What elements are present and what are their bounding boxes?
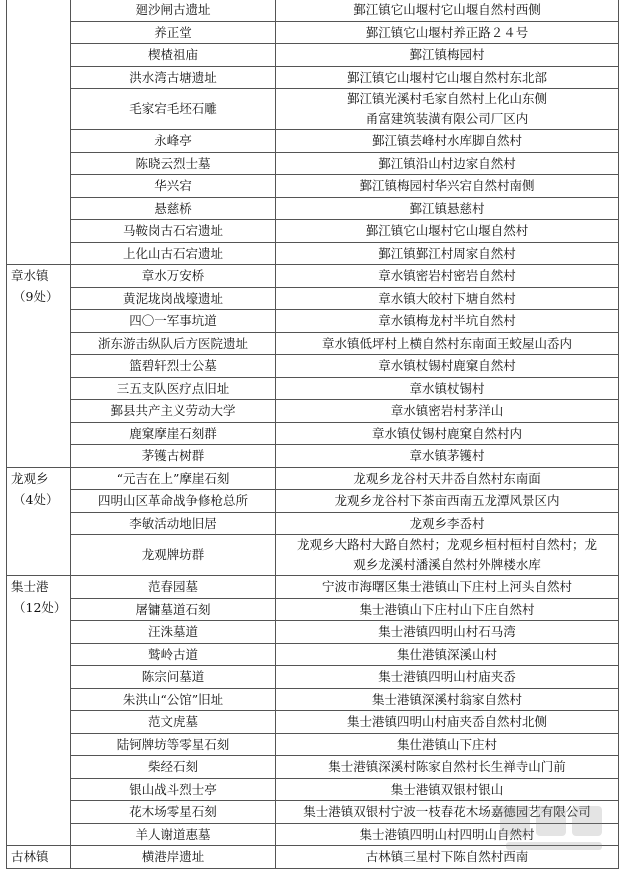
site-location: 章水镇大皎村下塘自然村 (276, 287, 619, 310)
site-name: 楔楂祖庙 (71, 44, 276, 67)
site-name: 陆钶牌坊等零星石刻 (71, 733, 276, 756)
site-location: 集士港镇深溪村翁家自然村 (276, 688, 619, 711)
site-location: 集仕港镇深溪山村 (276, 643, 619, 666)
site-name: 花木场零星石刻 (71, 801, 276, 824)
table-row (7, 467, 619, 490)
site-name: 章水万安桥 (71, 265, 276, 288)
site-name: 横港岸遗址 (71, 846, 276, 869)
site-name: 永峰亭 (71, 130, 276, 153)
town-site-count: （12处） (13, 600, 67, 615)
site-name: 李敏活动地旧居 (71, 512, 276, 535)
site-name: 黄泥垅岗战壕遗址 (71, 287, 276, 310)
site-location: 宁波市海曙区集士港镇山下庄村上河头自然村 (276, 576, 619, 599)
site-name: 悬慈桥 (71, 197, 276, 220)
table-row (7, 220, 619, 243)
site-location (276, 535, 619, 576)
table-row (7, 576, 619, 599)
site-location: 鄞江镇梅园村 (276, 44, 619, 67)
site-location: 鄞江镇芸峰村水库脚自然村 (276, 130, 619, 153)
table-row (7, 733, 619, 756)
site-name: 上化山古石宕遗址 (71, 242, 276, 265)
town-site-count: （9处） (13, 289, 59, 304)
site-location-line: 甬富建筑装潢有限公司厂区内 (365, 111, 529, 126)
table-row (7, 66, 619, 89)
site-location: 集士港镇深溪村陈家自然村长生禅寺山门前 (276, 756, 619, 779)
site-location: 龙观乡龙谷村天井岙自然村东南面 (276, 467, 619, 490)
table-row (7, 21, 619, 44)
site-location: 鄞江镇它山堰村它山堰自然村东北部 (276, 66, 619, 89)
site-location: 龙观乡龙谷村下茶亩西南五龙潭风景区内 (276, 490, 619, 513)
site-name: 三五支队医疗点旧址 (71, 377, 276, 400)
site-name: 毛家宕毛坯石雕 (71, 89, 276, 130)
table-row (7, 711, 619, 734)
site-location: 集仕港镇山下庄村 (276, 733, 619, 756)
site-location: 鄞江镇它山堰村它山堰自然村 (276, 220, 619, 243)
table-row (7, 621, 619, 644)
site-name: 银山战斗烈士亭 (71, 778, 276, 801)
table-row (7, 801, 619, 824)
site-name: 鹿窠摩崖石刻群 (71, 422, 276, 445)
site-location: 章水镇低坪村上横自然村东南面王蛟屋山岙内 (276, 332, 619, 355)
table-row (7, 0, 619, 21)
site-location: 章水镇茅镬村 (276, 445, 619, 468)
table-row (7, 89, 619, 130)
table-row (7, 756, 619, 779)
site-location-line: 观乡龙溪村潘溪自然村外牌楼水库 (353, 557, 541, 572)
table-row (7, 44, 619, 67)
site-name: 四〇一军事坑道 (71, 310, 276, 333)
site-name: 鄞县共产主义劳动大学 (71, 400, 276, 423)
site-name: 朱洪山“公馆”旧址 (71, 688, 276, 711)
town-cell (7, 265, 71, 468)
town-site-count: （4处） (13, 491, 59, 507)
heritage-table-body (7, 0, 619, 868)
site-location: 章水镇仗锡村鹿窠自然村内 (276, 422, 619, 445)
site-name: 屠镛墓道石刻 (71, 598, 276, 621)
table-row (7, 643, 619, 666)
site-location: 集士港镇山下庄村山下庄自然村 (276, 598, 619, 621)
site-name: 浙东游击纵队后方医院遗址 (71, 332, 276, 355)
table-row (7, 197, 619, 220)
site-name: 马鞍岗古石宕遗址 (71, 220, 276, 243)
table-row (7, 778, 619, 801)
table-row (7, 666, 619, 689)
town-cell (7, 576, 71, 846)
site-location: 章水镇梅龙村半坑自然村 (276, 310, 619, 333)
site-name: 范春园墓 (71, 576, 276, 599)
table-row (7, 846, 619, 869)
site-name: 茅镬古树群 (71, 445, 276, 468)
site-name: 柴经石刻 (71, 756, 276, 779)
table-row (7, 490, 619, 513)
site-location: 鄞江镇沿山村边家自然村 (276, 152, 619, 175)
site-name: 范文虎墓 (71, 711, 276, 734)
site-name: 篮碧轩烈士公墓 (71, 355, 276, 378)
table-row (7, 242, 619, 265)
site-name: 四明山区革命战争修枪总所 (71, 490, 276, 513)
site-name: 华兴宕 (71, 175, 276, 198)
table-row (7, 332, 619, 355)
town-cell (7, 0, 71, 265)
town-name: 龙观乡 (11, 470, 49, 486)
site-location-line: 鄞江镇光溪村毛家自然村上化山东侧 (346, 91, 547, 106)
table-row (7, 175, 619, 198)
site-name: 龙观牌坊群 (71, 535, 276, 576)
town-cell (7, 467, 71, 576)
site-name: 陈晓云烈士墓 (71, 152, 276, 175)
site-location: 章水镇杖锡村鹿窠自然村 (276, 355, 619, 378)
table-row (7, 130, 619, 153)
table-row (7, 265, 619, 288)
site-name: 洪水湾古塘遗址 (71, 66, 276, 89)
town-name: 章水镇 (11, 268, 49, 283)
site-location: 集士港镇双银村银山 (276, 778, 619, 801)
site-name: 汪洙墓道 (71, 621, 276, 644)
site-name: 养正堂 (71, 21, 276, 44)
site-location: 集士港镇四明山村四明山自然村 (276, 823, 619, 846)
site-name: 廻沙闸古遗址 (71, 0, 276, 21)
site-name: “元吉在上”摩崖石刻 (71, 467, 276, 490)
town-name: 古林镇 (11, 849, 49, 864)
site-location: 鄞江镇它山堰村养正路２４号 (276, 21, 619, 44)
site-name: 鹫岭古道 (71, 643, 276, 666)
site-location: 鄞江镇鄞江村周家自然村 (276, 242, 619, 265)
site-location: 龙观乡李岙村 (276, 512, 619, 535)
table-row (7, 422, 619, 445)
table-row (7, 688, 619, 711)
site-location: 集士港镇四明山村石马湾 (276, 621, 619, 644)
site-location: 章水镇杖锡村 (276, 377, 619, 400)
town-cell (7, 846, 71, 869)
table-row (7, 823, 619, 846)
table-row (7, 355, 619, 378)
town-name: 集士港 (11, 579, 49, 594)
site-location: 集士港镇四明山村庙夹岙自然村北侧 (276, 711, 619, 734)
site-location: 鄞江镇梅园村华兴宕自然村南侧 (276, 175, 619, 198)
table-row (7, 287, 619, 310)
site-location-line: 龙观乡大路村大路自然村；龙观乡桓村桓村自然村；龙 (296, 537, 597, 552)
table-row (7, 400, 619, 423)
site-location: 鄞江镇它山堰村它山堰自然村西侧 (276, 0, 619, 21)
table-row (7, 535, 619, 576)
site-location: 集士港镇四明山村庙夹岙 (276, 666, 619, 689)
site-location: 章水镇密岩村茅洋山 (276, 400, 619, 423)
site-location: 章水镇密岩村密岩自然村 (276, 265, 619, 288)
site-name: 羊人谢道惠墓 (71, 823, 276, 846)
table-row (7, 152, 619, 175)
table-row (7, 512, 619, 535)
site-location: 集士港镇双银村宁波一枝春花木场嘉德园艺有限公司 (276, 801, 619, 824)
site-location: 鄞江镇悬慈村 (276, 197, 619, 220)
heritage-site-table (6, 0, 619, 869)
table-row (7, 445, 619, 468)
site-location: 古林镇三星村下陈自然村西南 (276, 846, 619, 869)
table-row (7, 598, 619, 621)
table-row (7, 377, 619, 400)
table-row (7, 310, 619, 333)
site-location (276, 89, 619, 130)
site-name: 陈宗问墓道 (71, 666, 276, 689)
